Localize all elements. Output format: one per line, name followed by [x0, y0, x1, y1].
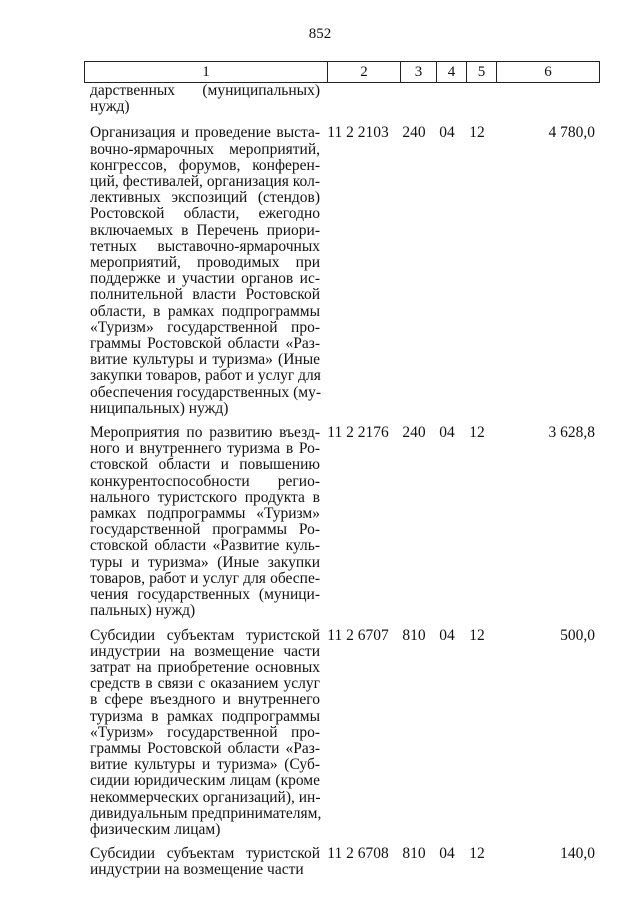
description-line: чения государственных (муници- [90, 586, 320, 604]
description-line: индустрии на возмещение части [90, 861, 304, 879]
row-description [84, 425, 320, 619]
target-article-code: 11 2 6708 [327, 845, 389, 863]
amount-value: 500,0 [560, 626, 595, 644]
description-line: некоммерческих организаций), ин- [90, 788, 321, 806]
description-line: включаемых в Перечень приори- [90, 221, 320, 239]
description-line: туры и туризма» (Иные закупки [90, 553, 320, 571]
section-code: 04 [439, 424, 455, 442]
description-line: дарственных (муниципальных) [90, 82, 320, 99]
description-line: Организация и проведение выста- [90, 124, 320, 142]
row-description [84, 846, 320, 878]
subsection-code: 12 [469, 424, 485, 442]
expense-type-code: 810 [402, 626, 426, 644]
subsection-code [462, 83, 492, 115]
column-header-1: 1 [85, 62, 328, 83]
row-description [84, 83, 320, 115]
page-number: 852 [308, 26, 332, 42]
description-line: витие культуры и туризма» (Иные [90, 351, 320, 369]
description-line: сидии юридическим лицам (кроме [90, 772, 320, 790]
amount-value: 3 628,8 [548, 424, 595, 442]
description-line: индустрии на возмещение части [90, 642, 320, 660]
description-line: Субсидии субъектам туристской [90, 626, 320, 644]
table-row [84, 83, 599, 115]
section-code: 04 [439, 124, 455, 142]
description-line: витие культуры и туризма» (Суб- [90, 756, 320, 774]
description-line: Ростовской области, ежегодно [90, 205, 320, 223]
description-line: конкурентоспособности регио- [90, 472, 320, 490]
table-row [84, 628, 599, 839]
budget-rows [84, 83, 599, 879]
description-line: ций, фестивалей, организация кол- [90, 173, 320, 191]
section-code: 04 [439, 626, 455, 644]
expense-type-code: 240 [402, 424, 426, 442]
description-line: закупки товаров, работ и услуг для [90, 367, 321, 385]
description-line: товаров, работ и услуг для обеспе- [90, 569, 320, 587]
section-code: 04 [439, 845, 455, 863]
table-row [84, 125, 599, 417]
column-header-5: 5 [467, 62, 497, 83]
table-row [84, 425, 599, 619]
description-line: «Туризм» государственной про- [90, 318, 320, 336]
target-article-code: 11 2 6707 [327, 626, 389, 644]
description-line: граммы Ростовской области «Раз- [90, 335, 320, 353]
description-line: мероприятий, проводимых при [90, 254, 320, 272]
description-line: дивидуальным предпринимателям, [90, 804, 322, 822]
description-line: «Туризм» государственной про- [90, 723, 320, 741]
description-line: Субсидии субъектам туристской [90, 845, 320, 863]
description-line: тетных выставочно-ярмарочных [90, 237, 320, 255]
description-line: стовской области и повышению [90, 456, 320, 474]
column-header-6: 6 [497, 62, 600, 83]
description-line: государственной программы Ро- [90, 521, 320, 539]
table-row [84, 846, 599, 878]
column-header-table [84, 61, 600, 83]
amount-value [492, 83, 599, 115]
amount-value: 140,0 [560, 845, 595, 863]
description-line: полнительной власти Ростовской [90, 286, 320, 304]
column-header-4: 4 [437, 62, 467, 83]
description-line: физическим лицам) [90, 820, 221, 838]
subsection-code: 12 [469, 626, 485, 644]
target-article-code [320, 83, 396, 115]
expense-type-code [396, 83, 432, 115]
expense-type-code: 810 [402, 845, 426, 863]
description-line: в сфере въездного и внутреннего [90, 691, 320, 709]
description-line: ниципальных) нужд) [90, 399, 229, 417]
description-line: ного и внутреннего туризма в Ро- [90, 440, 320, 458]
description-line: области, в рамках подпрограммы [90, 302, 320, 320]
target-article-code: 11 2 2103 [327, 124, 389, 142]
description-line: поддержке и участии органов ис- [90, 270, 320, 288]
description-line: рамках подпрограммы «Туризм» [90, 505, 320, 523]
description-line: пальных) нужд) [90, 602, 196, 620]
description-line: конгрессов, форумов, конферен- [90, 156, 320, 174]
subsection-code: 12 [469, 845, 485, 863]
subsection-code: 12 [469, 124, 485, 142]
description-line: туризма в рамках подпрограммы [90, 707, 320, 725]
description-line: нального туристского продукта в [90, 488, 320, 506]
description-line: вочно-ярмарочных мероприятий, [90, 140, 320, 158]
description-line: граммы Ростовской области «Раз- [90, 739, 320, 757]
description-line: средств в связи с оказанием услуг [90, 675, 320, 693]
description-line: обеспечения государственных (му- [90, 383, 321, 401]
expense-type-code: 240 [402, 124, 426, 142]
description-line: Мероприятия по развитию въезд- [90, 424, 320, 442]
description-line: затрат на приобретение основных [90, 658, 320, 676]
description-line: лективных экспозиций (стендов) [90, 189, 320, 207]
target-article-code: 11 2 2176 [327, 424, 389, 442]
description-line: стовской области «Развитие куль- [90, 537, 320, 555]
row-description [84, 125, 320, 417]
section-code [432, 83, 462, 115]
description-line: нужд) [90, 98, 130, 116]
column-header-row [85, 62, 600, 83]
row-description [84, 628, 320, 839]
amount-value: 4 780,0 [548, 124, 595, 142]
column-header-3: 3 [401, 62, 437, 83]
column-header-2: 2 [328, 62, 401, 83]
